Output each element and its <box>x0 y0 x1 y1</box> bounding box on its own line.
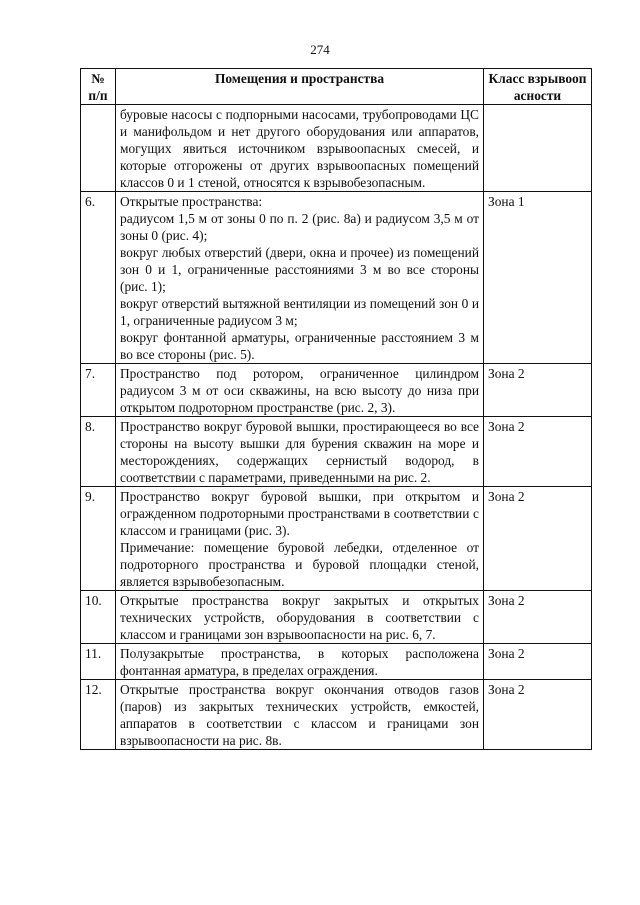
row-paragraph: Открытые пространства: <box>120 194 263 209</box>
table-row <box>81 680 592 750</box>
row-class: Зона 2 <box>484 644 592 680</box>
row-paragraph: Полузакрытые пространства, в которых расположена фонтанная арматура, в пределах ограждения. <box>120 646 479 678</box>
row-paragraph: Пространство вокруг буровой вышки, при открытом и огражденном подроторными пространствами в соответствии с классом и границами (рис. 3). <box>120 489 479 538</box>
row-paragraph: Примечание: помещение буровой лебедки, отделенное от подроторного пространства и буровой площадки стеной, является взрывобезопасным. <box>120 540 479 589</box>
row-description <box>116 417 484 487</box>
table-row <box>81 487 592 591</box>
header-num-label: № п/п <box>88 71 108 103</box>
table-header-row <box>81 69 592 105</box>
header-desc <box>116 69 484 105</box>
page-number: 274 <box>310 42 330 57</box>
row-class <box>484 105 592 192</box>
row-description <box>116 364 484 417</box>
table-row <box>81 105 592 192</box>
row-number: 6. <box>81 192 116 364</box>
row-description <box>116 487 484 591</box>
row-class: Зона 2 <box>484 487 592 591</box>
header-class-label: Класс взрывоопасности <box>488 71 587 103</box>
row-description <box>116 680 484 750</box>
row-paragraph: Пространство вокруг буровой вышки, простирающееся во все стороны на высоту вышки для бурения скважин на море и месторождениях, содержащих сернистый водород, в соответствии с параметрами, приведенными на рис. 2. <box>120 419 479 485</box>
row-number: 11. <box>81 644 116 680</box>
row-description <box>116 644 484 680</box>
row-class: Зона 1 <box>484 192 592 364</box>
row-class: Зона 2 <box>484 591 592 644</box>
table-row <box>81 364 592 417</box>
row-class: Зона 2 <box>484 680 592 750</box>
row-description <box>116 591 484 644</box>
row-number <box>81 105 116 192</box>
row-number: 12. <box>81 680 116 750</box>
zones-table <box>80 68 592 750</box>
row-paragraph: вокруг отверстий вытяжной вентиляции из помещений зон 0 и 1, ограниченные радиусом 3 м; <box>120 296 479 328</box>
row-paragraph: радиусом 1,5 м от зоны 0 по п. 2 (рис. 8а) и радиусом 3,5 м от зоны 0 (рис. 4); <box>120 211 479 243</box>
row-paragraph: Пространство под ротором, ограниченное цилиндром радиусом 3 м от оси скважины, на всю высоту до низа при открытом подроторном пространстве (рис. 2, 3). <box>120 366 479 415</box>
row-paragraph: Открытые пространства вокруг окончания отводов газов (паров) из закрытых технических устройств, емкостей, аппаратов в соответствии с классом и границами зон взрывоопасности на рис. 8в. <box>120 682 479 748</box>
row-description <box>116 105 484 192</box>
table-row <box>81 591 592 644</box>
row-number: 7. <box>81 364 116 417</box>
row-number: 9. <box>81 487 116 591</box>
row-class: Зона 2 <box>484 417 592 487</box>
row-description <box>116 192 484 364</box>
row-number: 10. <box>81 591 116 644</box>
row-paragraph: буровые насосы с подпорными насосами, трубопроводами ЦС и манифольдом и нет другого оборудования или аппаратов, могущих явиться источником взрывоопасных смесей, и которые отгорожены от других взрывоопасных помещений классов 0 и 1 стеной, относятся к взрывобезопасным. <box>120 107 479 190</box>
table-row <box>81 192 592 364</box>
table-row <box>81 417 592 487</box>
row-paragraph: вокруг фонтанной арматуры, ограниченные расстоянием 3 м во все стороны (рис. 5). <box>120 330 479 362</box>
table-row <box>81 644 592 680</box>
header-desc-label: Помещения и пространства <box>214 71 385 86</box>
header-class <box>484 69 592 105</box>
row-class: Зона 2 <box>484 364 592 417</box>
row-paragraph: Открытые пространства вокруг закрытых и открытых технических устройств, оборудования в соответствии с классом и границами зон взрывоопасности на рис. 6, 7. <box>120 593 479 642</box>
header-num <box>81 69 116 105</box>
row-number: 8. <box>81 417 116 487</box>
row-paragraph: вокруг любых отверстий (двери, окна и прочее) из помещений зон 0 и 1, ограниченные расстояниями 3 м во все стороны (рис. 1); <box>120 245 479 294</box>
